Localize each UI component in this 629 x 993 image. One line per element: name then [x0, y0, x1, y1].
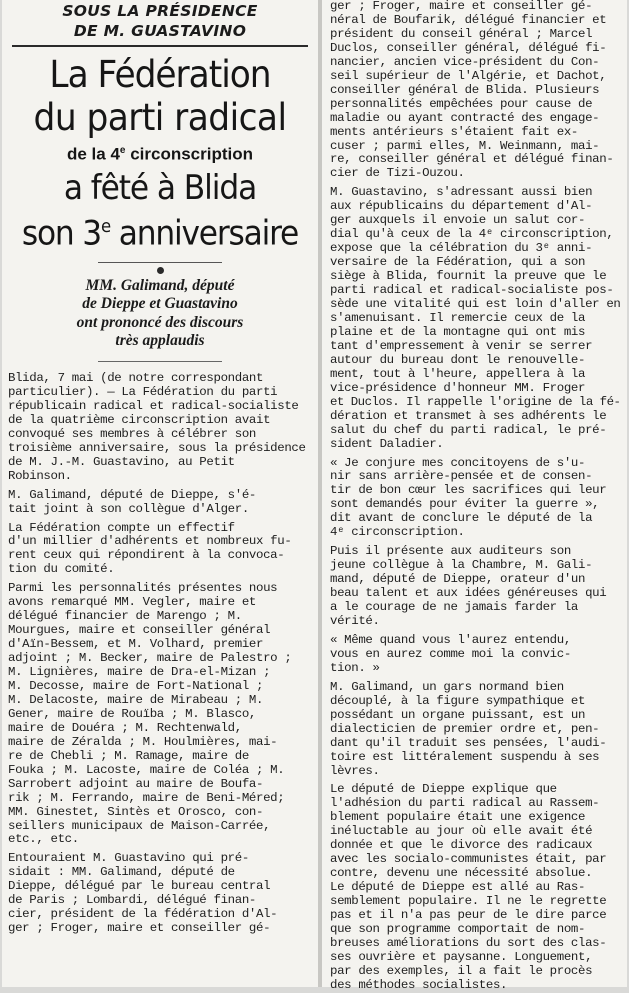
text-line: adjoint ; M. Becker, maire de Palestro ; — [8, 652, 292, 666]
deck-rule — [98, 361, 222, 362]
headline-line-1: La Fédération — [49, 53, 271, 96]
text-line: de Paris ; Lombardi, délégué finan- — [8, 894, 256, 908]
text-line: républicain radical et radical-socialiste — [8, 399, 299, 413]
text-line: MM. Ginestet, Sintès et Orosco, con- — [8, 805, 264, 819]
text-line: possédant un organe puissant, est un — [330, 708, 586, 722]
text-line: dial qu'à ceux de la 4ᵉ circonscription, — [330, 228, 614, 242]
text-line: Robinson. — [8, 469, 72, 483]
headline-line-5-suffix: anniversaire — [110, 212, 299, 253]
text-line: ger ; Froger, maire et conseiller gé- — [8, 922, 271, 936]
text-line: dération et transmet à ses adhérents le — [330, 409, 607, 423]
text-line: sidait : MM. Galimand, député de — [8, 866, 235, 880]
text-line: jeune collègue à la Chambre, M. Gali- — [330, 559, 593, 573]
headline-line-5-prefix: son 3 — [21, 212, 102, 253]
text-line: d'un millier d'adhérents et nombreux fu- — [8, 535, 292, 549]
text-line: des méthodes socialistes. — [330, 978, 508, 992]
text-line: cier de Tizi-Ouzou. — [330, 167, 465, 181]
text-line: néral de Boufarik, délégué financier et — [330, 13, 607, 27]
paragraph — [330, 783, 621, 992]
paragraph — [8, 372, 312, 484]
text-line: s'amenuisant. Il remercie ceux de la — [330, 311, 586, 325]
deck-line: ont prononcé des discours — [76, 313, 244, 331]
text-line: ments antérieurs s'étaient fait ex- — [330, 125, 578, 139]
text-line: siège à Blida, fournit la preuve que le — [330, 270, 607, 284]
text-line: M. Decosse, maire de Fort-National ; — [8, 680, 264, 693]
text-line: autour du bureau dont le renouvelle- — [330, 353, 586, 367]
text-line: ment, tout à l'heure, appellera à la — [330, 367, 586, 381]
kicker — [8, 1, 312, 41]
text-line: 4ᵉ circonscription. — [330, 526, 465, 540]
text-line: de M. J.-M. Guastavino, au Petit — [8, 455, 235, 469]
deck — [8, 277, 312, 351]
text-line: Duclos, conseiller général, délégué fi- — [330, 41, 607, 55]
text-line: tait joint à son collègue d'Alger. — [8, 502, 249, 516]
text-line: ger auxquels il envoie un salut cor- — [330, 214, 586, 228]
text-line: maire de Douéra ; M. Rechtenwald, — [8, 721, 242, 735]
text-line: M. Guastavino, s'adressant aussi bien — [330, 186, 593, 200]
text-line: ses ouvrière et paysanne. Longuement, — [330, 950, 593, 964]
text-line: donnée et que le divorce des radicaux — [330, 839, 593, 853]
text-line: a le courage de ne jamais farder la — [330, 601, 578, 615]
text-line: cier, président de la fédération d'Al- — [8, 908, 278, 922]
text-line: inéluctable au jour où elle avait été — [330, 825, 593, 839]
deck-line: de Dieppe et Guastavino — [82, 295, 238, 313]
text-line: maladie ou ayant contracté des engage- — [330, 111, 600, 125]
text-line: d'Aïn-Bessem, et M. Volhard, premier — [8, 638, 264, 652]
text-line: que son programme comportait de nom- — [330, 923, 586, 936]
text-line: lèvres. — [330, 764, 380, 778]
text-line: dant qu'il traduit ses pensées, l'audi- — [330, 736, 607, 750]
text-line: aux républicains du département d'Al- — [330, 200, 593, 214]
paragraph — [330, 0, 621, 181]
text-line: seil supérieur de l'Algérie, et Dachot, — [330, 69, 607, 83]
text-line: dit avant de conclure le député de la — [330, 512, 593, 526]
text-line: Le député de Dieppe explique que — [330, 783, 557, 797]
text-line: par des exemples, il a fait le procès — [330, 964, 593, 978]
article-body-right — [330, 0, 621, 993]
headline-line-5-sup: e — [101, 215, 111, 237]
text-line: troisième anniversaire, sous la présidence — [8, 441, 306, 455]
headline-line-2: du parti radical — [33, 96, 287, 139]
text-line: sède une vitalité qui est loin d'aller en — [330, 298, 621, 312]
headline-line-3-prefix: de la 4 — [66, 144, 120, 164]
text-line: tion du comité. — [8, 563, 115, 577]
paragraph — [330, 545, 621, 629]
text-line: tant d'empressement à venir se serrer — [330, 339, 593, 353]
text-line: salut du chef du parti radical, le pré- — [330, 423, 607, 437]
text-line: vous en aurez comme moi la convic- — [330, 647, 571, 661]
text-line: tion. » — [330, 661, 380, 675]
text-line: avec les socialo-communistes était, par — [330, 853, 607, 867]
text-line: parti radical et radical-socialiste pos- — [330, 284, 614, 298]
ornament-divider — [8, 259, 312, 267]
text-line: re de Chebli ; M. Ramage, maire de — [8, 749, 249, 763]
text-line: plaine et de la montagne qui ont mis — [330, 325, 586, 339]
kicker-line: DE M. GUASTAVINO — [73, 22, 247, 40]
kicker-line: SOUS LA PRÉSIDENCE — [62, 2, 258, 20]
text-line: Gener, maire de Rouïba ; M. Blasco, — [8, 707, 256, 721]
paragraph — [8, 522, 312, 578]
text-line: « Même quand vous l'aurez entendu, — [330, 633, 571, 647]
headline-line-3-sup: e — [119, 145, 126, 156]
text-line: Parmi les personnalités présentes nous — [8, 582, 278, 596]
text-line: Dieppe, délégué par le bureau central — [8, 880, 271, 894]
text-line: découplé, à la figure sympathique et — [330, 694, 586, 708]
paragraph — [330, 186, 621, 451]
text-line: expose que la célébration du 3ᵉ anni- — [330, 242, 593, 256]
text-line: personnalités empêchées pour cause de — [330, 97, 593, 111]
text-line: seillers municipaux de Maison-Carrée, — [8, 819, 271, 833]
text-line: tir de bon cœur les sacrifices qui leur — [330, 484, 607, 498]
text-line: ger ; Froger, maire et conseiller gé- — [330, 0, 593, 13]
text-line: pas et il n'a pas peur de le dire parce — [330, 909, 607, 923]
text-line: etc., etc. — [8, 833, 79, 847]
paragraph — [8, 489, 312, 517]
text-line: Le député de Dieppe est allé au Ras- — [330, 881, 586, 895]
text-line: breuses améliorations du sort des clas- — [330, 936, 607, 950]
text-line: de la quatrième circonscription avait — [8, 413, 271, 427]
headline-line-4: a fêté à Blida — [63, 167, 257, 208]
paragraph — [8, 582, 312, 847]
text-line: versaire de la Fédération, qui a son — [330, 256, 586, 270]
text-line: Entouraient M. Guastavino qui pré- — [8, 852, 249, 866]
text-line: particulier). — La Fédération du parti — [8, 385, 278, 399]
headline-line-5 — [20, 207, 300, 253]
text-line: vérité. — [330, 614, 380, 628]
paragraph — [330, 457, 621, 541]
text-line: l'adhésion du parti radical au Rassem- — [330, 797, 600, 811]
text-line: toire est littéralement suspendu à ses — [330, 750, 600, 764]
text-line: blement populaire était une exigence — [330, 811, 586, 825]
left-column — [2, 0, 318, 987]
text-line: président du conseil général ; Marcel — [330, 27, 593, 41]
text-line: convoqué ses membres à célébrer son — [8, 427, 256, 441]
text-line: beau talent et aux idées généreuses qui — [330, 587, 607, 601]
text-line: avons remarqué MM. Vegler, maire et — [8, 596, 256, 610]
text-line: Puis il présente aux auditeurs son — [330, 545, 571, 559]
paragraph — [330, 681, 621, 779]
text-line: sident Daladier. — [330, 437, 444, 451]
text-line: Fouka ; M. Lacoste, maire de Coléa ; M. — [8, 763, 285, 777]
kicker-rule — [12, 45, 308, 47]
text-line: vice-présidence d'honneur MM. Froger — [330, 381, 586, 395]
text-line: Mourgues, maire et conseiller général — [8, 624, 271, 638]
text-line: La Fédération compte un effectif — [8, 521, 235, 535]
headline — [8, 53, 312, 253]
text-line: conseiller général de Blida. Plusieurs — [330, 83, 600, 97]
text-line: mand, député de Dieppe, orateur d'un — [330, 573, 586, 587]
paragraph — [330, 634, 621, 676]
text-line: nir sans arrière-pensée et de consen- — [330, 470, 593, 484]
text-line: rik ; M. Ferrando, maire de Beni-Méred; — [8, 791, 285, 805]
headline-line-3 — [8, 139, 312, 167]
text-line: rent ceux qui répondirent à la convoca- — [8, 549, 285, 563]
text-line: Sarrobert adjoint au maire de Boufa- — [8, 777, 264, 791]
text-line: nancier, ancien vice-président du Con- — [330, 55, 600, 69]
deck-line: MM. Galimand, député — [85, 276, 235, 294]
paragraph — [8, 852, 312, 936]
text-line: contre, devenu une nécessité absolue. — [330, 867, 593, 881]
text-line: et Duclos. Il rappelle l'origine de la fé- — [330, 395, 621, 409]
text-line: M. Galimand, un gars normand bien — [330, 680, 564, 694]
text-line: M. Galimand, député de Dieppe, s'é- — [8, 488, 256, 502]
text-line: maire de Zéralda ; M. Houlmières, mai- — [8, 735, 278, 749]
text-line: Blida, 7 mai (de notre correspondant — [8, 371, 264, 385]
text-line: re, conseiller général et délégué finan- — [330, 153, 614, 167]
right-column — [322, 0, 627, 992]
article-body-left — [8, 372, 312, 936]
text-line: sont demandés pour éviter la guerre », — [330, 498, 600, 512]
text-line: M. Lignières, maire de Dra-el-Mizan ; — [8, 666, 271, 680]
text-line: semblement populaire. Il ne le regrette — [330, 895, 607, 909]
text-line: « Je conjure mes concitoyens de s'u- — [330, 456, 586, 470]
bullet-icon — [157, 267, 164, 274]
text-line: délégué financier de Marengo ; M. — [8, 610, 242, 624]
headline-line-3-suffix: circonscription — [125, 144, 253, 164]
deck-line: très applaudis — [115, 332, 205, 350]
text-line: cuser ; parmi elles, M. Weinmann, mai- — [330, 139, 600, 153]
text-line: M. Delacoste, maire de Mirabeau ; M. — [8, 693, 264, 707]
text-line: dialecticien de premier ordre et, pen- — [330, 722, 600, 736]
